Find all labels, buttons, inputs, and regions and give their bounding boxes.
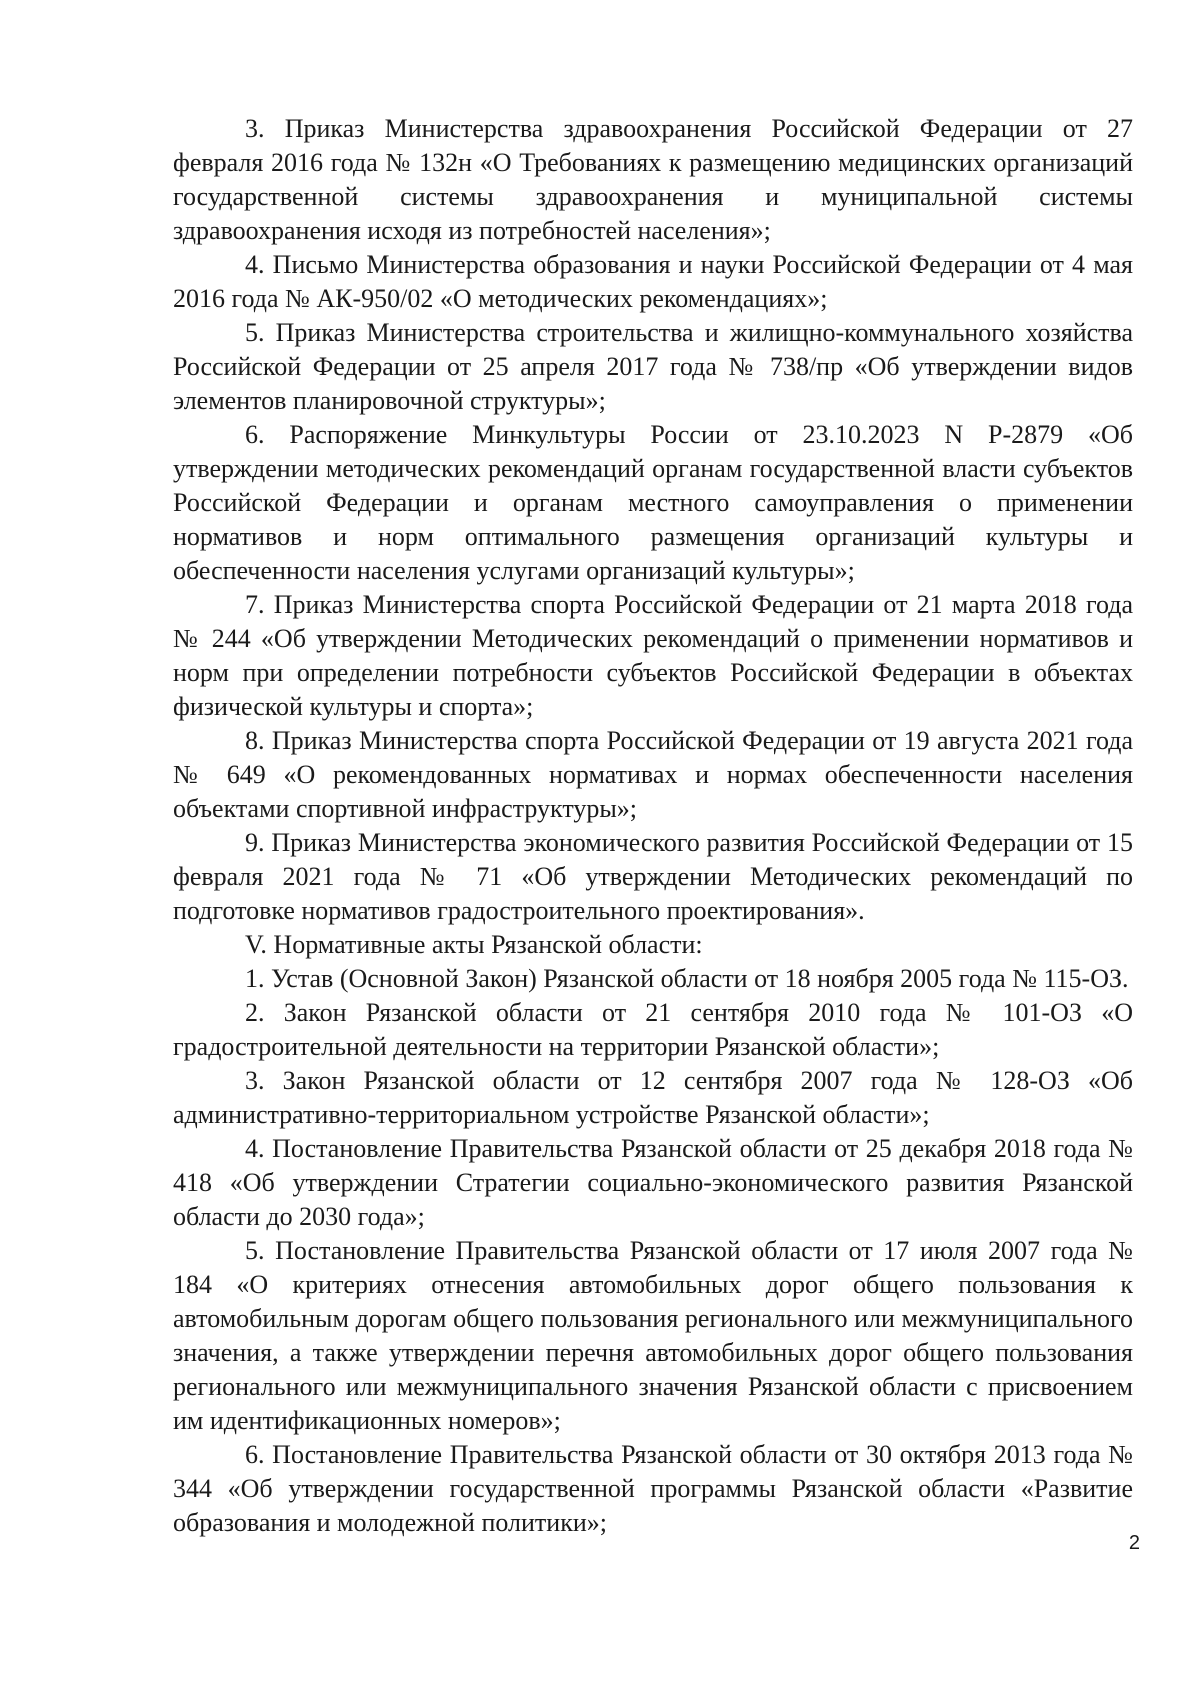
paragraph: 5. Приказ Министерства строительства и жилищно-коммунального хозяйства Российской Федерации от 25 апреля 2017 года № 738/пр «Об утверждении видов элементов планировочной структуры»; <box>173 318 1133 415</box>
paragraph: 3. Закон Рязанской области от 12 сентября 2007 года № 128-ОЗ «Об административно-территориальном устройстве Рязанской области»; <box>173 1066 1133 1129</box>
paragraph: 4. Постановление Правительства Рязанской области от 25 декабря 2018 года № 418 «Об утверждении Стратегии социально-экономического развития Рязанской области до 2030 года»; <box>173 1134 1133 1231</box>
paragraph: 6. Постановление Правительства Рязанской области от 30 октября 2013 года № 344 «Об утверждении государственной программы Рязанской области «Развитие образования и молодежной политики»; <box>173 1440 1133 1537</box>
paragraph: 8. Приказ Министерства спорта Российской Федерации от 19 августа 2021 года № 649 «О рекомендованных нормативах и нормах обеспеченности населения объектами спортивной инфраструктуры»; <box>173 726 1133 823</box>
paragraph: 3. Приказ Министерства здравоохранения Российской Федерации от 27 февраля 2016 года № 132н «О Требованиях к размещению медицинских организаций государственной системы здравоохранения и муниципальной системы здравоохранения исходя из потребностей населения»; <box>173 114 1133 245</box>
paragraph: 4. Письмо Министерства образования и науки Российской Федерации от 4 мая 2016 года № АК-950/02 «О методических рекомендациях»; <box>173 250 1133 313</box>
paragraph: 6. Распоряжение Минкультуры России от 23.10.2023 N Р-2879 «Об утверждении методических рекомендаций органам государственной власти субъектов Российской Федерации и органам местного самоуправления о применении нормативов и норм оптимального размещения организаций культуры и обеспеченности населения услугами организаций культуры»; <box>173 420 1133 585</box>
document-body <box>173 112 1133 1540</box>
section-heading: V. Нормативные акты Рязанской области: <box>245 930 703 959</box>
paragraph: 5. Постановление Правительства Рязанской области от 17 июля 2007 года № 184 «О критериях отнесения автомобильных дорог общего пользования к автомобильным дорогам общего пользования регионального или межмуниципального значения, а также утверждении перечня автомобильных дорог общего пользования регионального или межмуниципального значения Рязанской области с присвоением им идентификационных номеров»; <box>173 1236 1133 1435</box>
paragraph: 1. Устав (Основной Закон) Рязанской области от 18 ноября 2005 года № 115-ОЗ. <box>245 964 1129 993</box>
paragraph: 7. Приказ Министерства спорта Российской Федерации от 21 марта 2018 года № 244 «Об утверждении Методических рекомендаций о применении нормативов и норм при определении потребности субъектов Российской Федерации в объектах физической культуры и спорта»; <box>173 590 1133 721</box>
paragraph: 9. Приказ Министерства экономического развития Российской Федерации от 15 февраля 2021 года № 71 «Об утверждении Методических рекомендаций по подготовке нормативов градостроительного проектирования». <box>173 828 1133 925</box>
paragraph: 2. Закон Рязанской области от 21 сентября 2010 года № 101-ОЗ «О градостроительной деятельности на территории Рязанской области»; <box>173 998 1133 1061</box>
page-number: 2 <box>1128 1532 1140 1554</box>
